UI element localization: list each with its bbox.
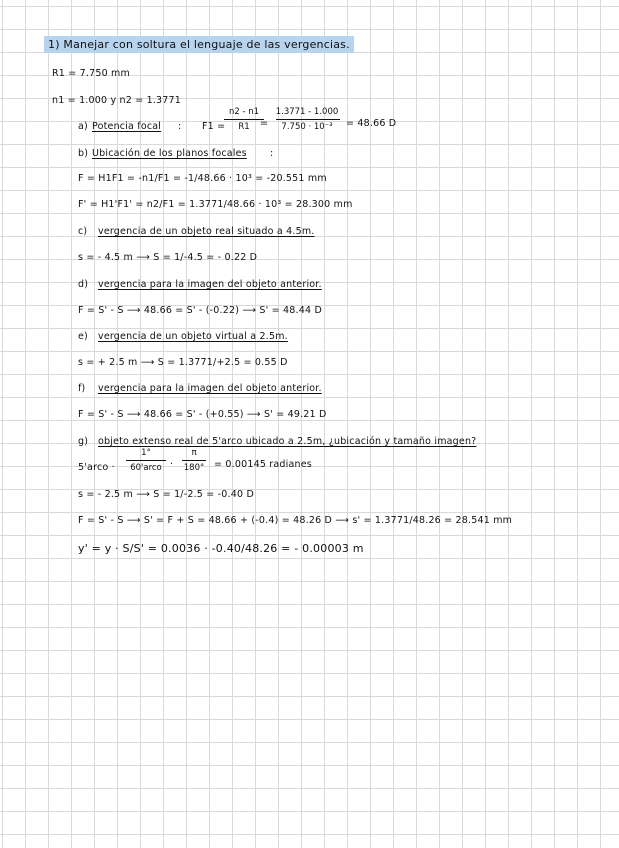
part-a-result: = 48.66 D (346, 118, 397, 129)
conv-fraction1-numerator: 1° (141, 448, 151, 458)
part-a-equals: = (260, 118, 269, 129)
part-f-heading: vergencia para la imagen del objeto anterior. (98, 383, 322, 394)
part-f-label: f) (78, 383, 86, 394)
problem-title-highlight (44, 38, 354, 51)
f2-denominator: 7.750 · 10⁻³ (281, 122, 333, 132)
f1-fraction-bar (224, 119, 264, 120)
part-d-heading: vergencia para la imagen del objeto anterior. (98, 279, 322, 290)
part-g-line3: F = S' - S ⟶ S' = F + S = 48.66 + (-0.4) = 48.26 D ⟶ s' = 1.3771/48.26 = 28.541 mm (78, 515, 513, 526)
f1-denominator: R1 (238, 122, 250, 132)
conv-fraction1-denominator: 60'arco (130, 463, 162, 473)
part-c-heading: vergencia de un objeto real situado a 4.5m. (98, 226, 315, 237)
f2-fraction-bar (276, 119, 340, 120)
part-a-lhs: F1 = (202, 121, 226, 132)
conv-fraction2-numerator: π (191, 448, 197, 458)
part-c-label: c) (78, 226, 88, 237)
part-f-line: F = S' - S ⟶ 48.66 = S' - (+0.55) ⟶ S' = 49.21 D (78, 409, 327, 420)
part-a-label: a) (78, 121, 88, 132)
part-b-label: b) (78, 148, 89, 159)
conv-fraction2-bar (182, 460, 206, 461)
part-g-label: g) (78, 436, 89, 447)
conv-fraction2-denominator: 180° (183, 463, 205, 473)
part-b-line2: F' = H1'F1' = n2/F1 = 1.3771/48.66 · 10³ = 28.300 mm (78, 199, 353, 210)
part-a-heading: Potencia focal (92, 121, 162, 132)
part-a-colon: : (178, 121, 182, 132)
part-b-colon: : (270, 148, 274, 159)
part-e-line: s = + 2.5 m ⟶ S = 1.3771/+2.5 = 0.55 D (78, 357, 288, 368)
part-g-conv-result: = 0.00145 radianes (214, 459, 312, 470)
part-c-line: s = - 4.5 m ⟶ S = 1/-4.5 = - 0.22 D (78, 252, 258, 263)
part-b-heading: Ubicación de los planos focales (92, 148, 247, 159)
part-g-line2: s = - 2.5 m ⟶ S = 1/-2.5 = -0.40 D (78, 489, 254, 500)
part-d-line: F = S' - S ⟶ 48.66 = S' - (-0.22) ⟶ S' = 48.44 D (78, 305, 322, 316)
part-g-conv-lhs: 5'arco · (78, 462, 115, 473)
f2-numerator: 1.3771 - 1.000 (275, 107, 339, 117)
conv-fraction1-bar (126, 460, 166, 461)
part-e-label: e) (78, 331, 88, 342)
f1-numerator: n2 - n1 (228, 107, 260, 117)
part-g-line4: y' = y · S/S' = 0.0036 · -0.40/48.26 = - 0.00003 m (78, 542, 364, 555)
given-r1: R1 = 7.750 mm (52, 68, 130, 79)
problem-title: 1) Manejar con soltura el lenguaje de las vergencias. (44, 36, 354, 53)
given-refractive-indices: n1 = 1.000 y n2 = 1.3771 (52, 95, 182, 106)
part-g-heading: objeto extenso real de 5'arco ubicado a 2.5m, ¿ubicación y tamaño imagen? (98, 436, 477, 447)
part-b-line1: F = H1F1 = -n1/F1 = -1/48.66 · 10³ = -20.551 mm (78, 173, 327, 184)
part-d-label: d) (78, 279, 89, 290)
conv-dot: · (170, 459, 174, 470)
part-e-heading: vergencia de un objeto virtual a 2.5m. (98, 331, 288, 342)
